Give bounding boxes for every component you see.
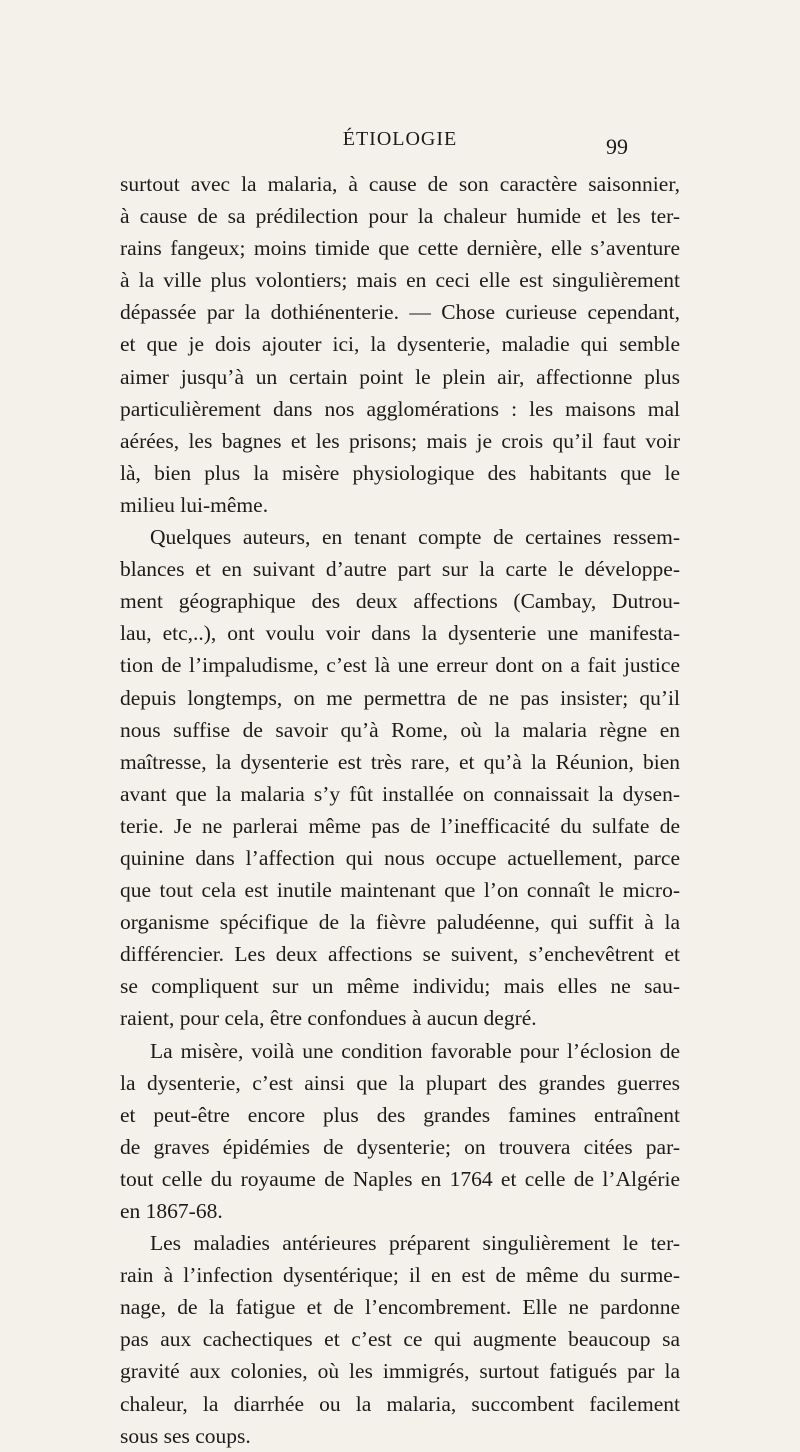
- text-line: terie. Je ne parlerai même pas de l’inefficacité du sulfate de: [120, 813, 680, 838]
- text-line: surtout avec la malaria, à cause de son caractère saisonnier,: [120, 172, 680, 196]
- text-line: en 1867-68.: [120, 1199, 223, 1223]
- text-line: et que je dois ajouter ici, la dysenterie, maladie qui semble: [120, 332, 680, 357]
- text-line: se compliquent sur un même individu; mais elles ne sau-: [120, 974, 680, 999]
- text-line: quinine dans l’affection qui nous occupe actuellement, parce: [120, 845, 680, 870]
- text-line: Quelques auteurs, en tenant compte de certaines ressem-: [150, 525, 680, 550]
- text-line: sous ses coups.: [120, 1423, 251, 1448]
- text-line: chaleur, la diarrhée ou la malaria, succombent facilement: [120, 1391, 680, 1416]
- text-line: différencier. Les deux affections se suivent, s’enchevêtrent et: [120, 942, 680, 967]
- text-line: pas aux cachectiques et c’est ce qui augmente beaucoup sa: [120, 1327, 680, 1352]
- paragraph-3: [120, 1035, 680, 1228]
- text-line: nous suffise de savoir qu’à Rome, où la malaria règne en: [120, 717, 680, 742]
- text-line: dépassée par la dothiénenterie. — Chose curieuse cependant,: [120, 300, 680, 325]
- text-line: aimer jusqu’à un certain point le plein air, affectionne plus: [120, 364, 680, 389]
- text-line: Les maladies antérieures préparent singulièrement le ter-: [150, 1231, 680, 1256]
- text-line: aérées, les bagnes et les prisons; mais je crois qu’il faut voir: [120, 428, 680, 453]
- text-line: maîtresse, la dysenterie est très rare, et qu’à la Réunion, bien: [120, 749, 680, 774]
- text-line: particulièrement dans nos agglomérations : les maisons mal: [120, 396, 680, 421]
- text-line: la dysenterie, c’est ainsi que la plupart des grandes guerres: [120, 1070, 680, 1095]
- text-line: avant que la malaria s’y fût installée on connaissait la dysen-: [120, 781, 680, 806]
- text-line: La misère, voilà une condition favorable pour l’éclosion de: [150, 1038, 680, 1063]
- text-line: nage, de la fatigue et de l’encombrement. Elle ne pardonne: [120, 1295, 680, 1320]
- text-line: à cause de sa prédilection pour la chaleur humide et les ter-: [120, 204, 680, 229]
- text-line: organisme spécifique de la fièvre paludéenne, qui suffit à la: [120, 910, 680, 935]
- text-line: depuis longtemps, on me permettra de ne pas insister; qu’il: [120, 685, 680, 710]
- running-title: ÉTIOLOGIE: [342, 128, 458, 150]
- text-line: tout celle du royaume de Naples en 1764 et celle de l’Algérie: [120, 1166, 680, 1191]
- text-line: rain à l’infection dysentérique; il en est de même du surme-: [120, 1263, 680, 1288]
- body-text: [120, 168, 680, 1452]
- text-line: milieu lui-même.: [120, 492, 269, 517]
- text-line: gravité aux colonies, où les immigrés, surtout fatigués par la: [120, 1359, 680, 1384]
- running-head: [0, 124, 800, 159]
- paragraph-2: [120, 521, 680, 1035]
- text-line: blances et en suivant d’autre part sur la carte le développe-: [120, 557, 680, 582]
- paragraph-4: [120, 1227, 680, 1452]
- text-line: que tout cela est inutile maintenant que l’on connaît le micro-: [120, 878, 680, 903]
- paragraph-1: [120, 168, 680, 521]
- text-line: et peut-être encore plus des grandes famines entraînent: [120, 1102, 680, 1127]
- text-line: de graves épidémies de dysenterie; on trouvera citées par-: [120, 1134, 680, 1159]
- text-line: là, bien plus la misère physiologique des habitants que le: [120, 460, 680, 485]
- text-line: ment géographique des deux affections (Cambay, Dutrou-: [120, 589, 680, 614]
- text-line: à la ville plus volontiers; mais en ceci elle est singulièrement: [120, 268, 680, 293]
- text-line: raient, pour cela, être confondues à aucun degré.: [120, 1006, 537, 1031]
- text-line: lau, etc,..), ont voulu voir dans la dysenterie une manifesta-: [120, 621, 680, 646]
- page-number: 99: [606, 134, 628, 159]
- text-line: rains fangeux; moins timide que cette dernière, elle s’aventure: [120, 236, 680, 261]
- text-line: tion de l’impaludisme, c’est là une erreur dont on a fait justice: [120, 653, 680, 678]
